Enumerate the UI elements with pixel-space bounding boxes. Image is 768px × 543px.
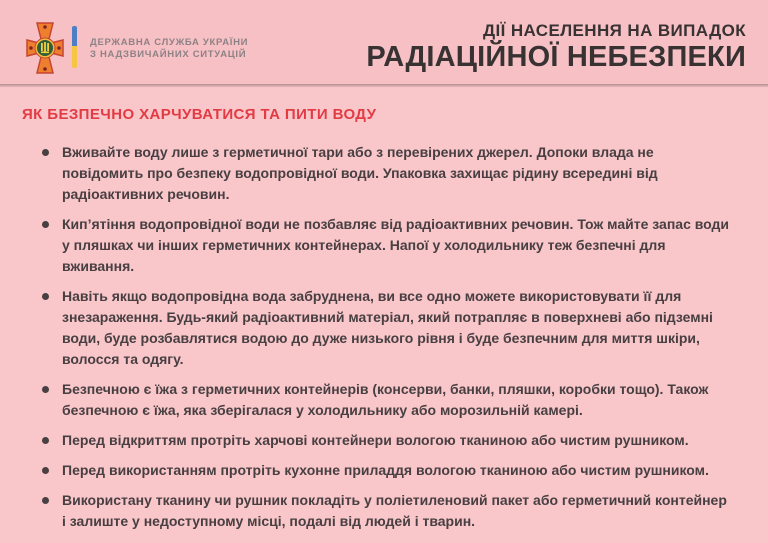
bullet-dot (42, 497, 49, 504)
list-item (42, 214, 746, 277)
bullet-text: Перед використанням протріть кухонне приладдя вологою тканиною або чистим рушником. (62, 462, 709, 478)
bullet-text: Перед відкриттям протріть харчові контейнери вологою тканиною або чистим рушником. (62, 432, 689, 448)
poster-title (366, 20, 746, 73)
bullet-dot (42, 149, 49, 156)
bullet-list (22, 142, 746, 532)
flag-blue-half (72, 26, 77, 46)
bullet-dot (42, 293, 49, 300)
bullet-dot (42, 437, 49, 444)
list-item (42, 286, 746, 370)
flag-yellow-half (72, 46, 77, 68)
list-item (42, 379, 746, 421)
list-item (42, 142, 746, 205)
agency-name-line2: З НАДЗВИЧАЙНИХ СИТУАЦІЙ (90, 49, 247, 60)
bullet-text: Навіть якщо водопровідна вода забруднена, ви все одно можете використовувати її для знезараження. Будь-який радіоактивний матеріал, який потрапляє в поверхневі або підземні води, буде розбавлятися водою до дуже низького рівня і буде безпечним для миття шкіри, волосся та одягу. (62, 288, 713, 367)
header (0, 0, 768, 84)
list-item (42, 460, 746, 481)
poster-title-line2: РАДІАЦІЙНОЇ НЕБЕЗПЕКИ (366, 41, 746, 73)
bullet-text: Безпечною є їжа з герметичних контейнерів (консерви, банки, пляшки, коробки тощо). Також безпечною є їжа, яка зберігалася у холодильнику або морозильній камері. (62, 381, 709, 418)
ukraine-flag-bar-icon (72, 26, 77, 68)
agency-name (90, 37, 248, 61)
agency-name-line1: ДЕРЖАВНА СЛУЖБА УКРАЇНИ (90, 37, 249, 48)
content (22, 106, 746, 541)
poster-title-line1: ДІЇ НАСЕЛЕННЯ НА ВИПАДОК (483, 21, 746, 40)
dsns-emblem-icon (26, 22, 64, 74)
header-divider (0, 84, 768, 87)
bullet-text: Кип’ятіння водопровідної води не позбавляє від радіоактивних речовин. Тож майте запас води у пляшках чи інших герметичних контейнерах. Напої у холодильнику теж безпечні для вживання. (62, 216, 730, 274)
bullet-dot (42, 467, 49, 474)
list-item (42, 490, 746, 532)
bullet-dot (42, 221, 49, 228)
section-heading: ЯК БЕЗПЕЧНО ХАРЧУВАТИСЯ ТА ПИТИ ВОДУ (22, 106, 377, 123)
bullet-text: Використану тканину чи рушник покладіть у поліетиленовий пакет або герметичний контейнер і залиште у недоступному місці, подалі від людей і тварин. (62, 492, 727, 529)
list-item (42, 430, 746, 451)
bullet-dot (42, 386, 49, 393)
bullet-text: Вживайте воду лише з герметичної тари або з перевірених джерел. Допоки влада не повідомить про безпеку водопровідної води. Упаковка захищає рідину всередині від радіоактивних речовин. (62, 144, 658, 202)
